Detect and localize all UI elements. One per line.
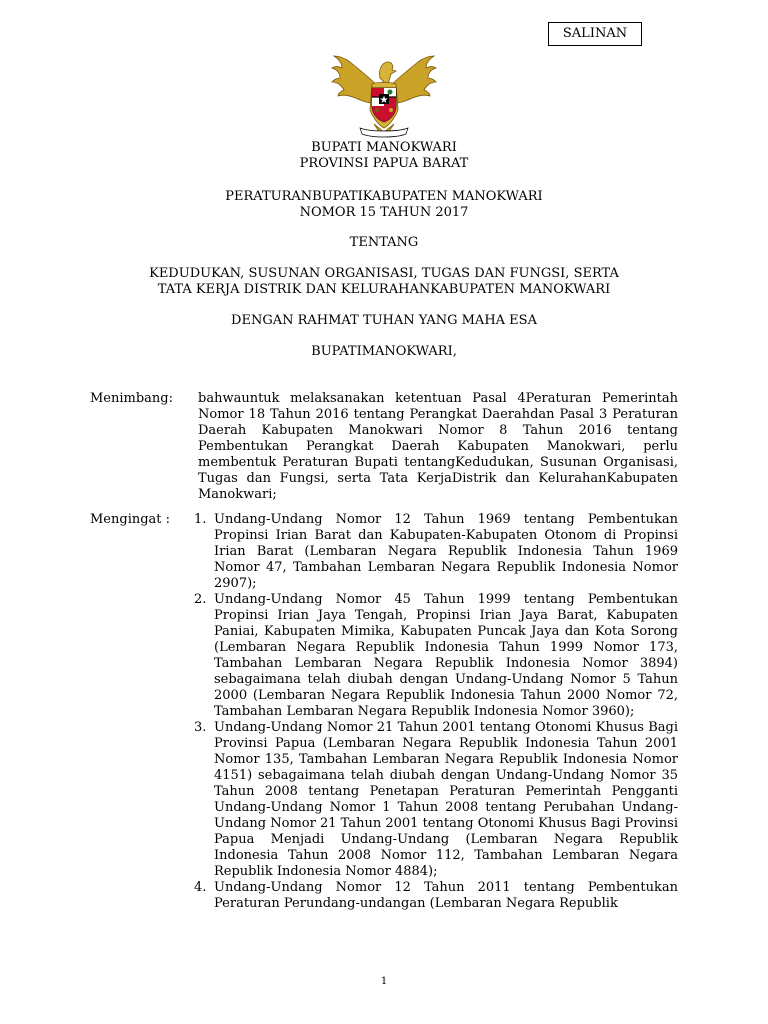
list-item-number: 2. <box>194 592 207 607</box>
regulation-title: PERATURANBUPATIKABUPATEN MANOKWARI <box>225 189 543 204</box>
list-item <box>194 720 678 880</box>
list-item <box>194 880 678 912</box>
list-item-number: 3. <box>194 720 207 735</box>
menimbang-text: bahwauntuk melaksanakan ketentuan Pasal 4Peraturan Pemerintah Nomor 18 Tahun 2016 tentang Perangkat Daerahdan Pasal 3 Peraturan Daerah Kabupaten Manokwari Nomor 8 Tahun 2016 tentang Pembentukan Perangkat Daerah Kabupaten Manokwari, perlu membentuk Peraturan Bupati tentangKedudukan, Susunan Organisasi, Tugas dan Fungsi, serta Tata KerjaDistrik dan KelurahanKabupaten Manokwari; <box>198 391 678 502</box>
mengingat-list <box>194 512 678 912</box>
list-item-text: Undang-Undang Nomor 45 Tahun 1999 tentang Pembentukan Propinsi Irian Jaya Tengah, Propinsi Irian Jaya Barat, Kabupaten Paniai, Kabupaten Mimika, Kabupaten Puncak Jaya dan Kota Sorong (Lembaran Negara Republik Indonesia Tahun 1999 Nomor 173, Tambahan Lembaran Negara Republik Indonesia Nomor 3894) sebagaimana telah diubah dengan Undang-Undang Nomor 5 Tahun 2000 (Lembaran Negara Republik Indonesia Tahun 2000 Nomor 72, Tambahan Lembaran Negara Republik Indonesia Nomor 3960); <box>214 592 678 719</box>
regent-heading: BUPATIMANOKWARI, <box>311 344 457 359</box>
list-item-number: 1. <box>194 512 207 527</box>
list-item <box>194 512 678 592</box>
regulation-number: NOMOR 15 TAHUN 2017 <box>299 205 469 220</box>
page-number: 1 <box>380 976 388 987</box>
mengingat-label: Mengingat : <box>90 512 171 527</box>
list-item-text: Undang-Undang Nomor 21 Tahun 2001 tentang Otonomi Khusus Bagi Provinsi Papua (Lembaran Negara Republik Indonesia Tahun 2001 Nomor 135, Tambahan Lembaran Negara Republik Indonesia Nomor 4151) sebagaimana telah diubah dengan Undang-Undang Nomor 35 Tahun 2008 tentang Penetapan Peraturan Pemerintah Pengganti Undang-Undang Nomor 1 Tahun 2008 tentang Perubahan Undang-Undang Nomor 21 Tahun 2001 tentang Otonomi Khusus Bagi Provinsi Papua Menjadi Undang-Undang (Lembaran Negara Republik Indonesia Tahun 2008 Nomor 112, Tambahan Lembaran Negara Republik Indonesia Nomor 4884); <box>214 720 678 879</box>
regent-title: BUPATI MANOKWARI <box>311 140 457 155</box>
menimbang-label: Menimbang: <box>90 391 174 406</box>
province-title: PROVINSI PAPUA BARAT <box>299 156 469 171</box>
tentang-heading: TENTANG <box>349 235 419 250</box>
list-item-text: Undang-Undang Nomor 12 Tahun 1969 tentang Pembentukan Propinsi Irian Barat dan Kabupaten-Kabupaten Otonom di Propinsi Irian Barat (Lembaran Negara Republik Indonesia Tahun 1969 Nomor 47, Tambahan Lembaran Negara Republik Indonesia Nomor 2907); <box>214 512 678 591</box>
invocation: DENGAN RAHMAT TUHAN YANG MAHA ESA <box>231 313 537 328</box>
list-item-text: Undang-Undang Nomor 12 Tahun 2011 tentang Pembentukan Peraturan Perundang-undangan (Lembaran Negara Republik <box>214 880 678 911</box>
subject-line-1: KEDUDUKAN, SUSUNAN ORGANISASI, TUGAS DAN FUNGSI, SERTA <box>149 266 619 281</box>
subject-line-2: TATA KERJA DISTRIK DAN KELURAHANKABUPATEN MANOKWARI <box>157 282 611 297</box>
list-item-number: 4. <box>194 880 207 895</box>
salinan-stamp: SALINAN <box>548 22 642 46</box>
garuda-emblem-icon <box>330 48 438 140</box>
list-item <box>194 592 678 720</box>
